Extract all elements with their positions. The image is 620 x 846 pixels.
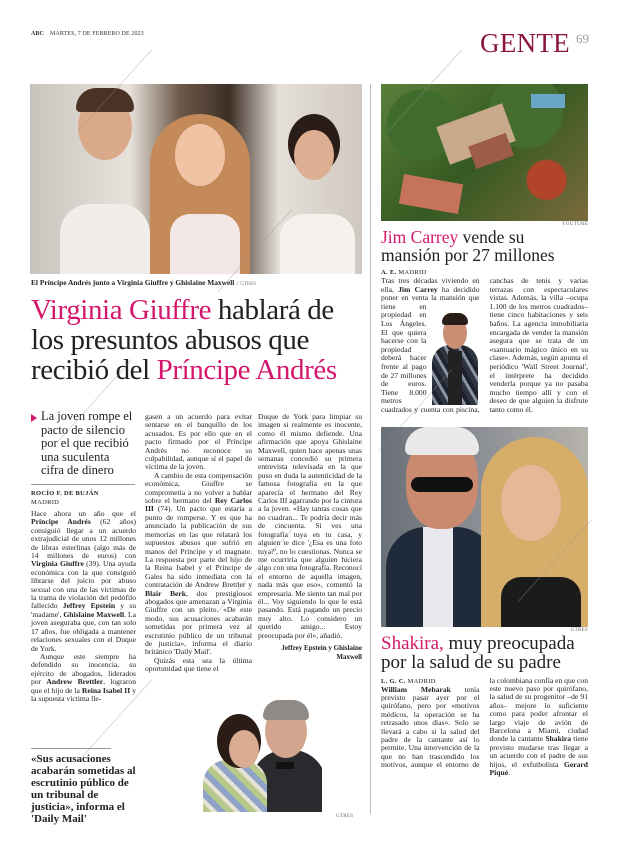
paragraph (258, 413, 362, 640)
bold-name: Virginia Giuffre (31, 559, 84, 569)
text-run: . La joven aseguraba que, con tan solo 17 años, fue obligada a mantener relaciones sexuales con el Duque de York. (31, 609, 136, 653)
paragraph (145, 413, 252, 472)
main-headline (31, 295, 367, 385)
text-run: Hace ahora un año que el (31, 509, 136, 518)
location: MADRID (398, 269, 427, 276)
main-photo-caption (31, 278, 366, 287)
carrey-headline (381, 228, 588, 264)
headline-text: vende su mansión por 27 millones (381, 227, 555, 265)
headline-text: hablará de los presuntos abusos que recibió del (31, 294, 334, 386)
headline-text: muy preocupada por la salud de su padre (381, 632, 575, 673)
main-photo (30, 84, 362, 274)
bold-name: Ghislaine Maxwell (63, 609, 125, 619)
bold-name: William Mebarak (381, 684, 451, 694)
text-run: Tras tres décadas viviendo en ella, (381, 276, 480, 294)
bold-name: Shakira (545, 734, 572, 744)
location: MADRID (407, 677, 436, 685)
subheadline (31, 410, 135, 478)
text-run: (39). Una ayuda económica con la que consiguió librarse del juicio por abuso sexual con una de las víctimas de la trama de violación del pedófilo fallecido (31, 559, 136, 611)
author: L. G. C. (381, 677, 406, 685)
text-run: ha decidido poner en venta la mansión que tiene en propiedad en Los Ángeles. El que quiera hacerse con la propiedad deberá hacer frente al pago de 27 millones de euros. Tiene 8.000 metros cuadrados y cuenta con piscina, canchas de tenis y varias terrazas con espectaculares vistas. Además, la villa –ocupa 1.100 de los metros cuadrados– tiene cinco habitaciones y seis baños. La agencia inmobiliaria encargada de vender la mansión asegura que se trata de un «santuario mágico único en su clase». Además, según apunta el periódico 'Wall Street Journal', el intérprete ha decidido venderla porque ya no pasaba mucho tiempo allí y con el deseo de que alguien la disfrute tanto como él. (381, 276, 588, 414)
carrey-article (381, 277, 588, 415)
epstein-maxwell-photo (203, 700, 322, 812)
photo-credit: // GTRES (236, 282, 257, 287)
text-run: tenía previsto pasar ayer por el quirófano, pero por «motivos médicos, la operación se ha retrasado unos días». Solo se llevará a cabo si la salud del padre de la cantante así lo permite. Una intervención de la que no han trascendido los motivos, aunque el entorno de la colombiana confía en que con este nuevo paso por quirófano, la salud de su progenitor –de 91 años– mejore lo suficiente como para poder afrontar el largo viaje de avión de Barcelona a Miami, ciudad donde la cantante (381, 675, 588, 770)
text-run: y la supuesta víctima lle- (31, 685, 136, 703)
bullet-triangle-icon (31, 414, 37, 422)
text-run: . (508, 767, 510, 777)
caption-text: El Príncipe Andrés junto a Virginia Giuffre y Ghislaine Maxwell (31, 278, 235, 287)
photo-credit: YOUTUBE (562, 222, 588, 227)
bold-name: Jim Carrey (398, 284, 438, 294)
text-run: (74). Un pacto que estaría a punto de romperse. Y es que ha anunciado la publicación de sus memorias en las que relatará los supuestos abusos que sufrió en manos del Príncipe y el magnate. La respuesta por parte del hijo de la Reina Isabel y el Príncipe de Gales ha sido inmediata con la contratación de Andrew Brettler y (145, 504, 252, 590)
paper-name: ABC (31, 31, 44, 37)
pull-quote: «Sus acusaciones acabarán sometidas al escrutinio público de un tribunal de justicia», informa el 'Daily Mail' (31, 753, 136, 825)
bold-name: Blair Berk (145, 588, 186, 598)
bold-name: Rey Carlos III (145, 496, 252, 514)
photo-credit: GTRES (570, 627, 588, 633)
issue-date: MARTES, 7 DE FEBRERO DE 2023 (49, 31, 144, 37)
text-run: Aunque este siempre ha defendido su inocencia, su ejército de abogados, liderados por (31, 651, 136, 687)
bold-name: Andrew Brettler (46, 677, 104, 687)
author: A. E. (381, 269, 397, 276)
text-run: y su 'madame', (31, 601, 136, 619)
byline (31, 489, 99, 507)
paragraph (31, 653, 136, 703)
text-run: Quizás esta sea la última oportunidad que tiene el (145, 655, 252, 674)
text-run: tiene previsto mudarse tras llegar a un acuerdo con el padre de sus hijos, el exfutbolista (489, 734, 588, 769)
paragraph (381, 677, 588, 778)
bold-name: Reina Isabel II (81, 685, 131, 695)
divider (31, 484, 135, 485)
right-column (381, 84, 588, 777)
headline-highlight: Jim Carrey (381, 227, 459, 247)
paragraph (145, 472, 252, 657)
paragraph (145, 657, 252, 674)
location: MADRID (31, 499, 60, 506)
photo-credit: GTRES (336, 814, 354, 819)
epstein-photo-caption: Jeffrey Epstein y Ghislaine Maxwell (281, 643, 362, 661)
shakira-father-photo (381, 427, 588, 627)
shakira-article (381, 677, 588, 778)
article-column-1 (31, 510, 136, 703)
subhead-text: La joven rompe el pacto de silencio por el que recibió una suculenta cifra de dinero (41, 409, 133, 477)
column-divider (370, 84, 371, 814)
section-title: GENTE (480, 28, 570, 58)
author: ROCÍO F. DE BUJÁN (31, 490, 99, 497)
headline-highlight: Shakira, (381, 632, 444, 654)
masthead-line (31, 31, 144, 37)
bold-name: Gerard Piqué (489, 759, 588, 777)
text-run: gasen a un acuerdo para evitar sentarse en el banquillo de los acusados. Es por ello que en el pacto firmado por el Príncipe Andrés no reconoce su culpabilidad, aunque sí el papel de víctima de la joven. (145, 412, 252, 472)
text-run: , dos prestigiosos abogados que amenazan a Virginia Giuffre con un pleito. «De este modo, sus acusaciones acabarán sometidas por primera vez al escrutinio público de un tribunal de justicia», informa el diario británico 'Daily Mail'. (145, 588, 252, 657)
divider (31, 748, 111, 749)
mansion-aerial-photo (381, 84, 588, 221)
text-run: (62 años) consiguió llegar a un acuerdo extrajudicial de unos 12 millones de libras esterlinas (algo más de 14 millones de euros) con (31, 517, 136, 561)
text-run: A cambio de esta compensación económica, Giuffre se comprometía a no volver a hablar sobre el hermano del (145, 470, 252, 506)
headline-highlight: Virginia Giuffre (31, 294, 212, 326)
jim-carrey-photo (430, 311, 480, 405)
paragraph (381, 277, 588, 415)
paragraph (31, 510, 136, 653)
headline-highlight: Príncipe Andrés (156, 354, 337, 386)
text-run: , lograron que el hijo de la (31, 677, 136, 695)
bold-name: Príncipe Andrés (31, 517, 91, 527)
text-run: Duque de York para limpiar su imagen si realmente es inocente, como él mismo defiende. Una afirmación que apoya Ghislaine Maxwell, quien hace apenas unas semanas concedió su primera entrevista televisada en la que puso en duda la autenticidad de la famosa fotografía en la que aparecía el hermano del Rey Carlos III agarrando por la cintura a la joven. «Hay tantas cosas que no cuadran... Te podría decir más de cincuenta. Si ves una fotografía tuya en tu casa, y alguien te dice '¿Esa es una foto tuya?', no lo cuestionas. Nunca se me ocurriría que alguien hiciera algo con una fotografía. Reconocí el entorno de aquella imagen, nada más que eso», comentó la empresaria. Me siento tan mal por él... Voy siguiendo lo que le está pasando. Está pagando un precio muy alto. Lo considero un querido amigo... Estoy preocupada por él», añadió. (258, 412, 362, 640)
bold-name: Jeffrey Epstein (62, 601, 116, 611)
shakira-headline (381, 634, 588, 673)
page-number: 69 (576, 31, 589, 46)
